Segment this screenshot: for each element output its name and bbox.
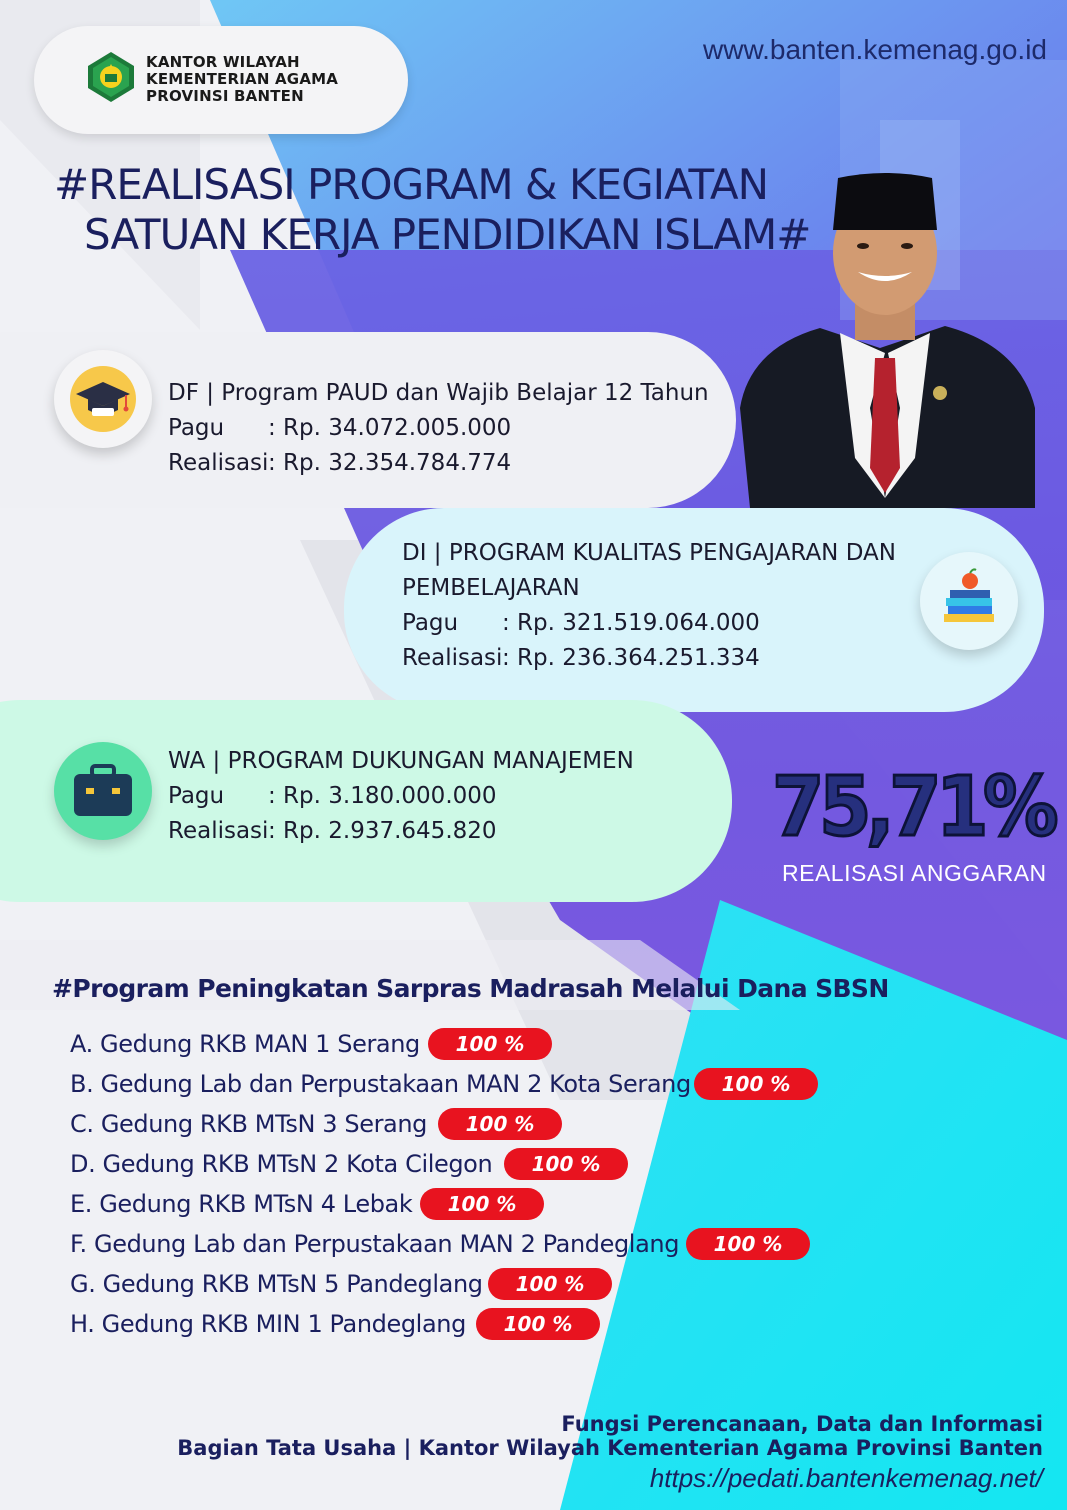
program-details-wa [168,744,634,849]
pagu-label: Pagu [168,783,225,809]
sbsn-item-label: A. Gedung RKB MAN 1 Serang [70,1030,420,1058]
completion-badge: 100 % [504,1148,628,1180]
org-line-3: PROVINSI BANTEN [146,87,304,105]
completion-badge: 100 % [488,1268,612,1300]
official-portrait [730,168,1040,508]
pagu-label: Pagu [168,415,225,441]
program-heading: WA | PROGRAM DUKUNGAN MANAJEMEN [168,748,634,774]
org-logo-pill [34,26,408,134]
completion-badge: 100 % [694,1068,818,1100]
footer [177,1412,1043,1496]
sbsn-section-title: #Program Peningkatan Sarpras Madrasah Melalui Dana SBSN [52,974,889,1003]
title-line-2: SATUAN KERJA PENDIDIKAN ISLAM# [84,210,811,259]
sbsn-list-item [70,1266,585,1302]
website-url[interactable]: www.banten.kemenag.go.id [703,34,1047,65]
graduation-cap-icon [68,364,138,434]
footer-line-1: Fungsi Perencanaan, Data dan Informasi [561,1412,1043,1436]
program-icon-badge-df [54,350,152,448]
kemenag-emblem-icon [84,50,138,104]
pagu-label: Pagu [402,610,459,636]
pagu-value: : Rp. 34.072.005.000 [268,415,512,441]
pagu-value: : Rp. 321.519.064.000 [502,610,760,636]
sbsn-list-item [70,1026,525,1062]
realisasi-value: : Rp. 2.937.645.820 [268,818,497,844]
page-title [54,160,810,260]
completion-badge: 100 % [686,1228,810,1260]
completion-badge: 100 % [438,1108,562,1140]
org-line-1: KANTOR WILAYAH [146,53,300,71]
program-heading: DI | PROGRAM KUALITAS PENGAJARAN DAN [402,540,896,566]
footer-url[interactable]: https://pedati.bantenkemenag.net/ [649,1463,1043,1493]
books-apple-icon [934,566,1004,636]
completion-badge: 100 % [428,1028,552,1060]
sbsn-item-label: E. Gedung RKB MTsN 4 Lebak [70,1190,413,1218]
program-icon-badge-wa [54,742,152,840]
briefcase-icon [68,756,138,826]
realisasi-value: : Rp. 32.354.784.774 [268,450,512,476]
sbsn-item-label: H. Gedung RKB MIN 1 Pandeglang [70,1310,466,1338]
pagu-value: : Rp. 3.180.000.000 [268,783,497,809]
program-heading: DF | Program PAUD dan Wajib Belajar 12 Tahun [168,380,709,406]
realisasi-label: Realisasi [168,818,269,844]
sbsn-list-item [70,1186,517,1222]
program-details-di [402,536,896,676]
sbsn-item-label: D. Gedung RKB MTsN 2 Kota Cilegon [70,1150,493,1178]
sbsn-item-label: B. Gedung Lab dan Perpustakaan MAN 2 Kota Serang [70,1070,691,1098]
program-details-df [168,376,709,481]
realisasi-label: Realisasi [168,450,269,476]
org-line-2: KEMENTERIAN AGAMA [146,70,339,88]
budget-realization-label: REALISASI ANGGARAN [782,860,1047,886]
completion-badge: 100 % [476,1308,600,1340]
program-icon-badge-di [920,552,1018,650]
title-line-1: #REALISASI PROGRAM & KEGIATAN [54,160,769,209]
sbsn-list-item [70,1066,791,1102]
budget-realization-percentage: 75,71% [772,760,1054,855]
sbsn-item-label: F. Gedung Lab dan Perpustakaan MAN 2 Pandeglang [70,1230,680,1258]
sbsn-list-item [70,1306,573,1342]
sbsn-list-item [70,1146,601,1182]
program-heading-cont: PEMBELAJARAN [402,575,580,601]
footer-line-2: Bagian Tata Usaha | Kantor Wilayah Kementerian Agama Provinsi Banten [177,1436,1043,1460]
completion-badge: 100 % [420,1188,544,1220]
realisasi-label: Realisasi [402,645,503,671]
sbsn-list-item [70,1226,783,1262]
realisasi-value: : Rp. 236.364.251.334 [502,645,760,671]
sbsn-list-item [70,1106,535,1142]
sbsn-item-label: G. Gedung RKB MTsN 5 Pandeglang [70,1270,483,1298]
sbsn-item-label: C. Gedung RKB MTsN 3 Serang [70,1110,428,1138]
org-name [146,54,338,105]
